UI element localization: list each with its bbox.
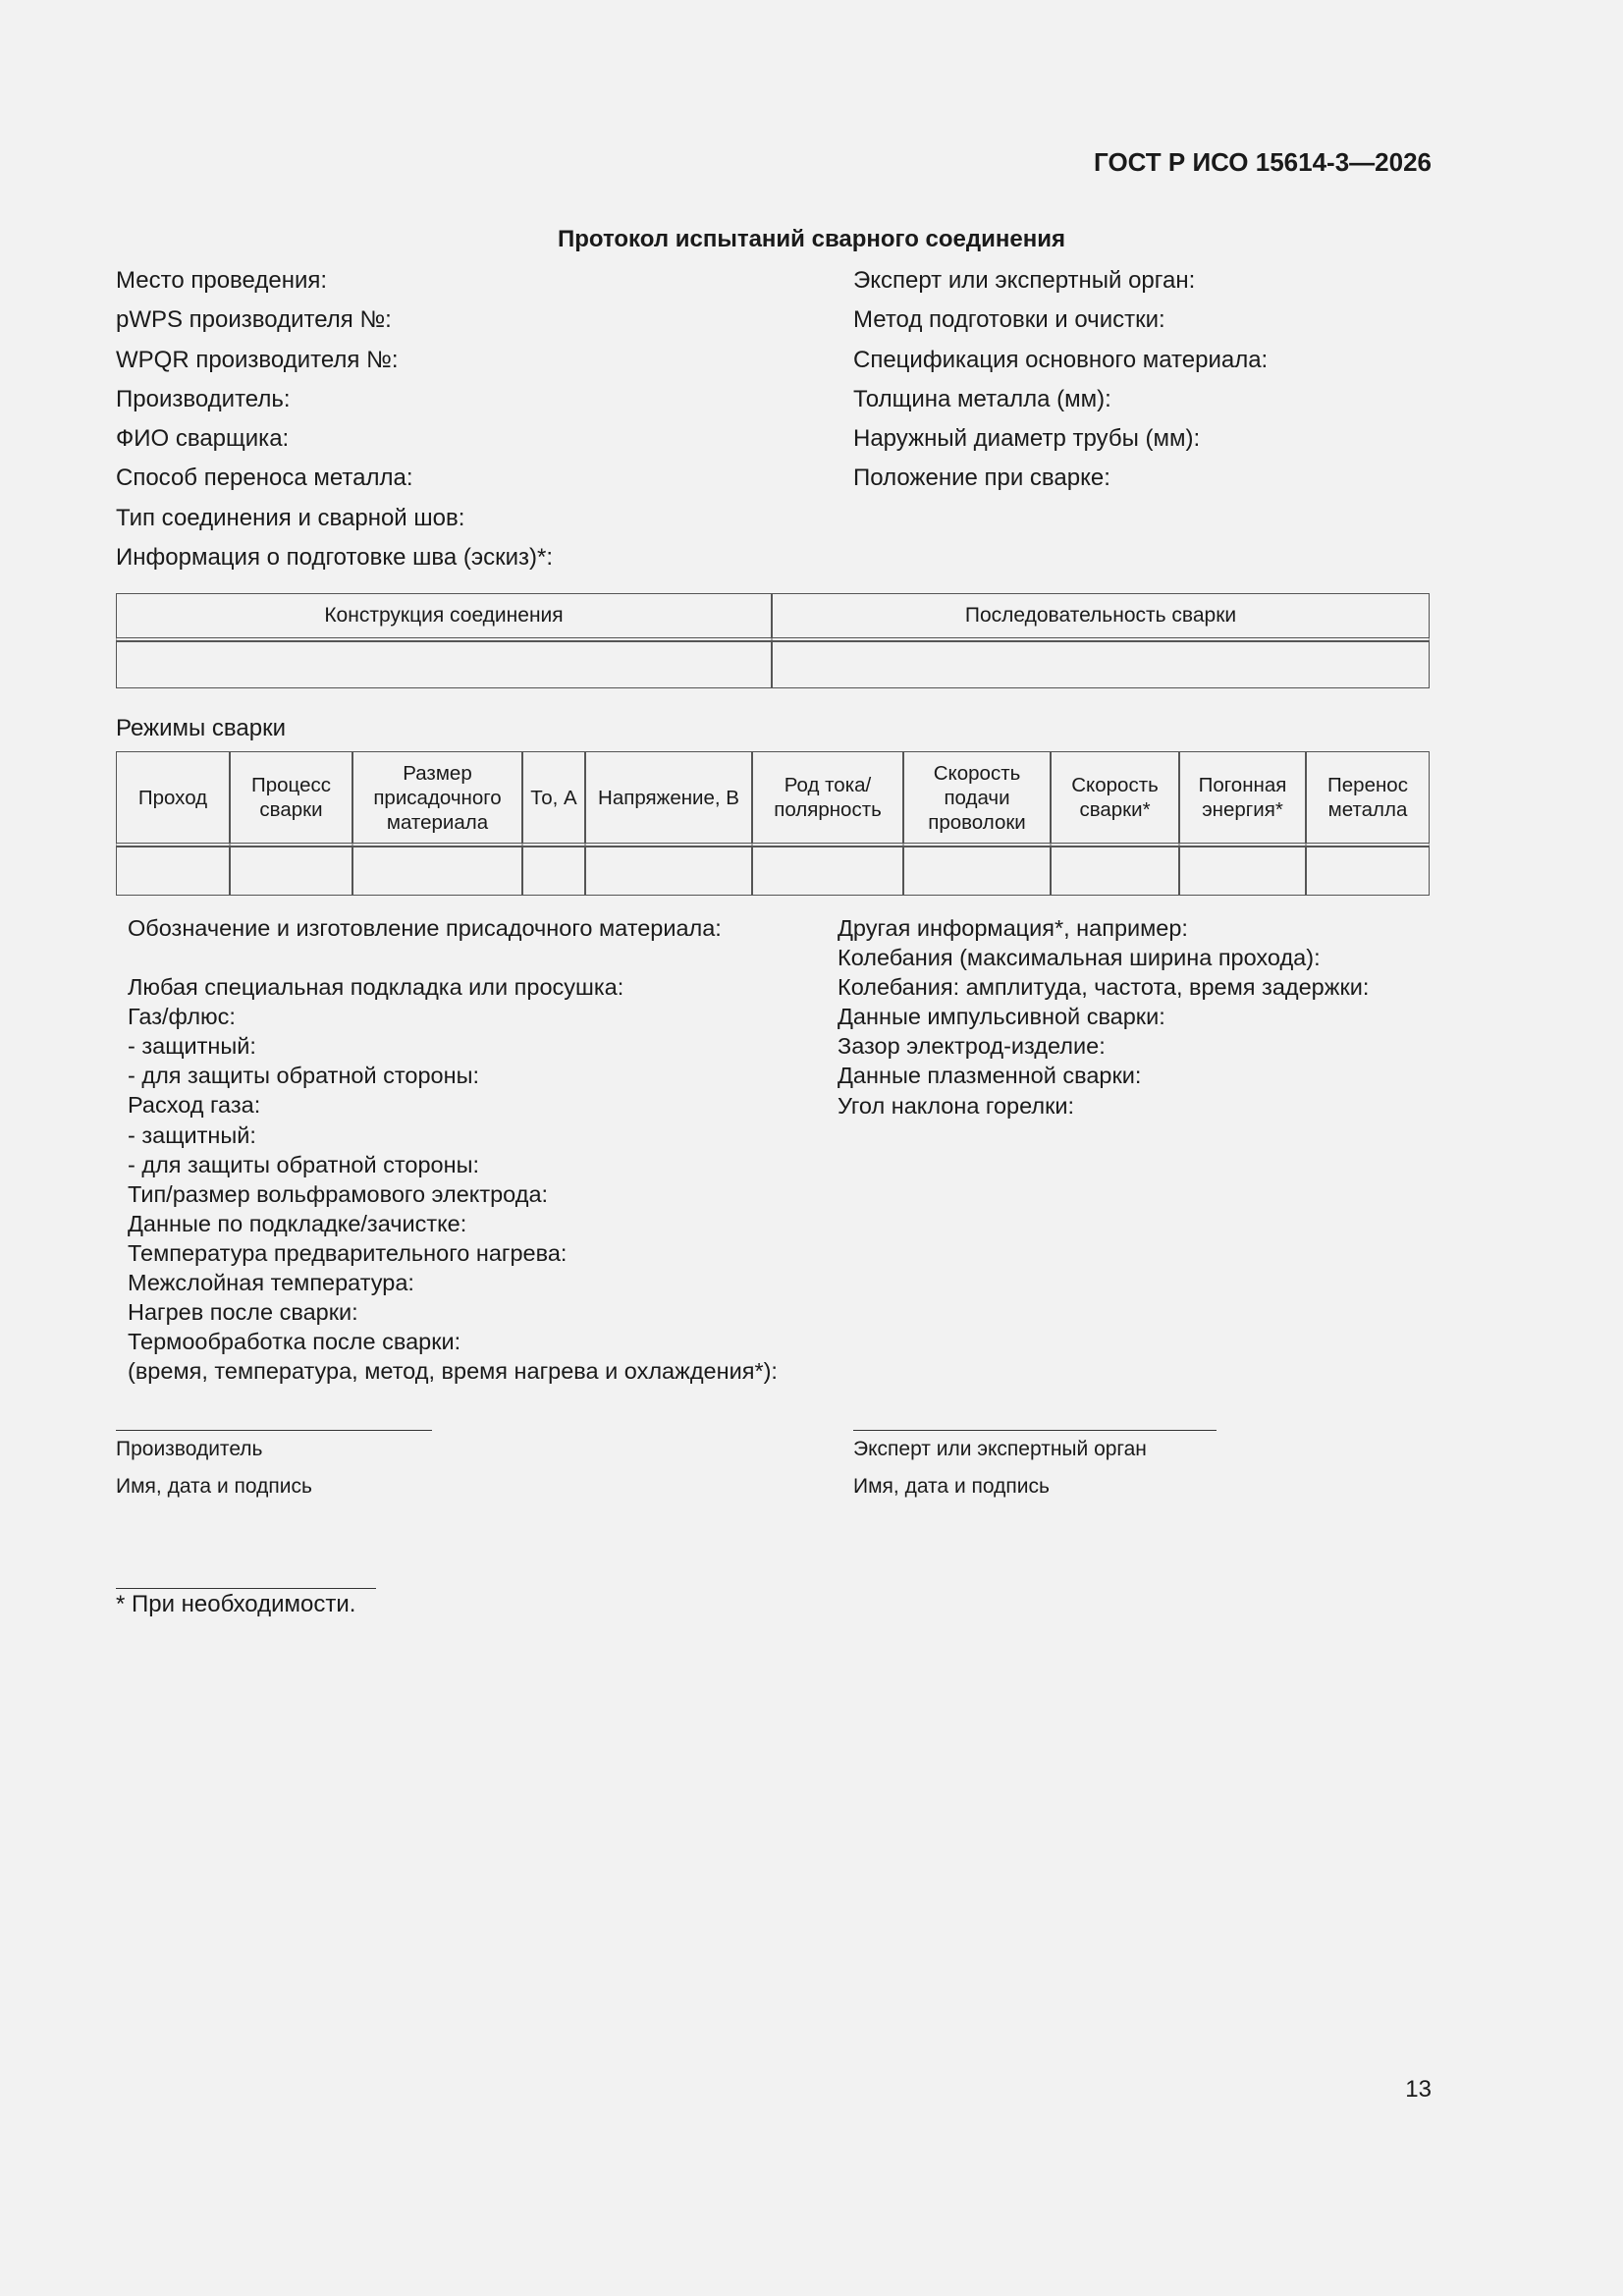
- cell-process[interactable]: [230, 847, 352, 896]
- info-filler-designation: Обозначение и изготовление присадочного материала:: [128, 915, 722, 941]
- info-flow-shielding: - защитный:: [128, 1121, 256, 1148]
- info-flow-backing: - для защиты обратной стороны:: [128, 1151, 479, 1177]
- col-metal-transfer: Перенос металла: [1306, 751, 1430, 847]
- info-preheat-temp: Температура предварительного нагрева:: [128, 1239, 568, 1266]
- info-electrode-distance: Зазор электрод-изделие:: [838, 1033, 1106, 1060]
- info-pwht-details: (время, температура, метод, время нагрева и охлаждения*):: [128, 1358, 778, 1385]
- page-number: 13: [1405, 2076, 1432, 2103]
- other-info: [838, 913, 1369, 1121]
- cell-filler-size[interactable]: [352, 847, 522, 896]
- field-examiner: Эксперт или экспертный орган:: [853, 267, 1196, 294]
- info-gas-flow: Расход газа:: [128, 1092, 261, 1119]
- welding-sequence-cell[interactable]: [772, 641, 1430, 688]
- info-pwht: Термообработка после сварки:: [128, 1329, 461, 1355]
- cell-heat-input[interactable]: [1179, 847, 1306, 896]
- info-special-baking: Любая специальная подкладка или просушка:: [128, 974, 624, 1001]
- signature-block-manufacturer: [116, 1431, 312, 1505]
- col-travel-speed: Скорость сварки*: [1051, 751, 1179, 847]
- signature-block-examiner: [853, 1431, 1147, 1505]
- welding-sequence-header: Последовательность сварки: [772, 593, 1430, 641]
- info-torch-angle: Угол наклона горелки:: [838, 1092, 1075, 1119]
- info-gas-backing: - для защиты обратной стороны:: [128, 1063, 479, 1089]
- field-metal-transfer: Способ переноса металла:: [116, 465, 413, 492]
- welding-regimes-table: [116, 751, 1430, 896]
- info-spacer: [128, 943, 778, 972]
- welding-regimes-label: Режимы сварки: [116, 715, 286, 741]
- footnote-divider: [116, 1588, 376, 1589]
- signature-caption-manufacturer: Имя, дата и подпись: [116, 1475, 312, 1498]
- info-post-heating: Нагрев после сварки:: [128, 1299, 358, 1326]
- col-process: Процесс сварки: [230, 751, 352, 847]
- info-backing-gouging: Данные по подкладке/зачистке:: [128, 1210, 467, 1236]
- info-weaving-width: Колебания (максимальная ширина прохода):: [838, 945, 1321, 971]
- signature-role-examiner: Эксперт или экспертный орган: [853, 1438, 1147, 1460]
- info-other-header: Другая информация*, например:: [838, 915, 1188, 941]
- info-pulse-data: Данные импульсивной сварки:: [838, 1004, 1165, 1030]
- col-voltage: Напряжение, В: [585, 751, 752, 847]
- field-thickness: Толщина металла (мм):: [853, 385, 1111, 412]
- joint-design-cell[interactable]: [116, 641, 772, 688]
- col-current: То, А: [522, 751, 585, 847]
- col-current-type: Род тока/ полярность: [752, 751, 903, 847]
- field-cleaning-method: Метод подготовки и очистки:: [853, 306, 1165, 334]
- header-fields-left: [116, 261, 553, 577]
- info-tungsten-electrode: Тип/размер вольфрамового электрода:: [128, 1180, 549, 1207]
- standard-code: ГОСТ Р ИСО 15614-3—2026: [1094, 147, 1432, 177]
- cell-current-type[interactable]: [752, 847, 903, 896]
- cell-pass[interactable]: [116, 847, 230, 896]
- field-joint-preparation: Информация о подготовке шва (эскиз)*:: [116, 544, 553, 572]
- info-interpass-temp: Межслойная температура:: [128, 1270, 414, 1296]
- field-welder-name: ФИО сварщика:: [116, 425, 290, 453]
- cell-voltage[interactable]: [585, 847, 752, 896]
- field-joint-type: Тип соединения и сварной шов:: [116, 504, 465, 531]
- field-pipe-diameter: Наружный диаметр трубы (мм):: [853, 425, 1201, 453]
- signature-caption-examiner: Имя, дата и подпись: [853, 1475, 1050, 1498]
- info-gas-shielding: - защитный:: [128, 1033, 256, 1060]
- joint-design-header: Конструкция соединения: [116, 593, 772, 641]
- footnote: * При необходимости.: [116, 1591, 356, 1617]
- cell-metal-transfer[interactable]: [1306, 847, 1430, 896]
- info-weaving-params: Колебания: амплитуда, частота, время задержки:: [838, 974, 1370, 1001]
- field-wpqr-number: WPQR производителя №:: [116, 346, 399, 373]
- header-fields-right: [853, 261, 1268, 499]
- col-pass: Проход: [116, 751, 230, 847]
- field-location: Место проведения:: [116, 267, 328, 294]
- joint-design-table: [116, 593, 1430, 688]
- cell-current[interactable]: [522, 847, 585, 896]
- document-title: Протокол испытаний сварного соединения: [557, 226, 1065, 252]
- field-welding-position: Положение при сварке:: [853, 465, 1110, 492]
- field-base-material: Спецификация основного материала:: [853, 346, 1269, 373]
- field-pwps-number: pWPS производителя №:: [116, 306, 392, 334]
- col-wire-feed-speed: Скорость подачи проволоки: [903, 751, 1051, 847]
- cell-wire-feed-speed[interactable]: [903, 847, 1051, 896]
- col-filler-size: Размер присадочного материала: [352, 751, 522, 847]
- consumables-info: [128, 913, 778, 1386]
- info-plasma-data: Данные плазменной сварки:: [838, 1063, 1142, 1089]
- cell-travel-speed[interactable]: [1051, 847, 1179, 896]
- field-manufacturer: Производитель:: [116, 385, 291, 412]
- info-gas-flux: Газ/флюс:: [128, 1004, 236, 1030]
- signature-role-manufacturer: Производитель: [116, 1438, 263, 1460]
- col-heat-input: Погонная энергия*: [1179, 751, 1306, 847]
